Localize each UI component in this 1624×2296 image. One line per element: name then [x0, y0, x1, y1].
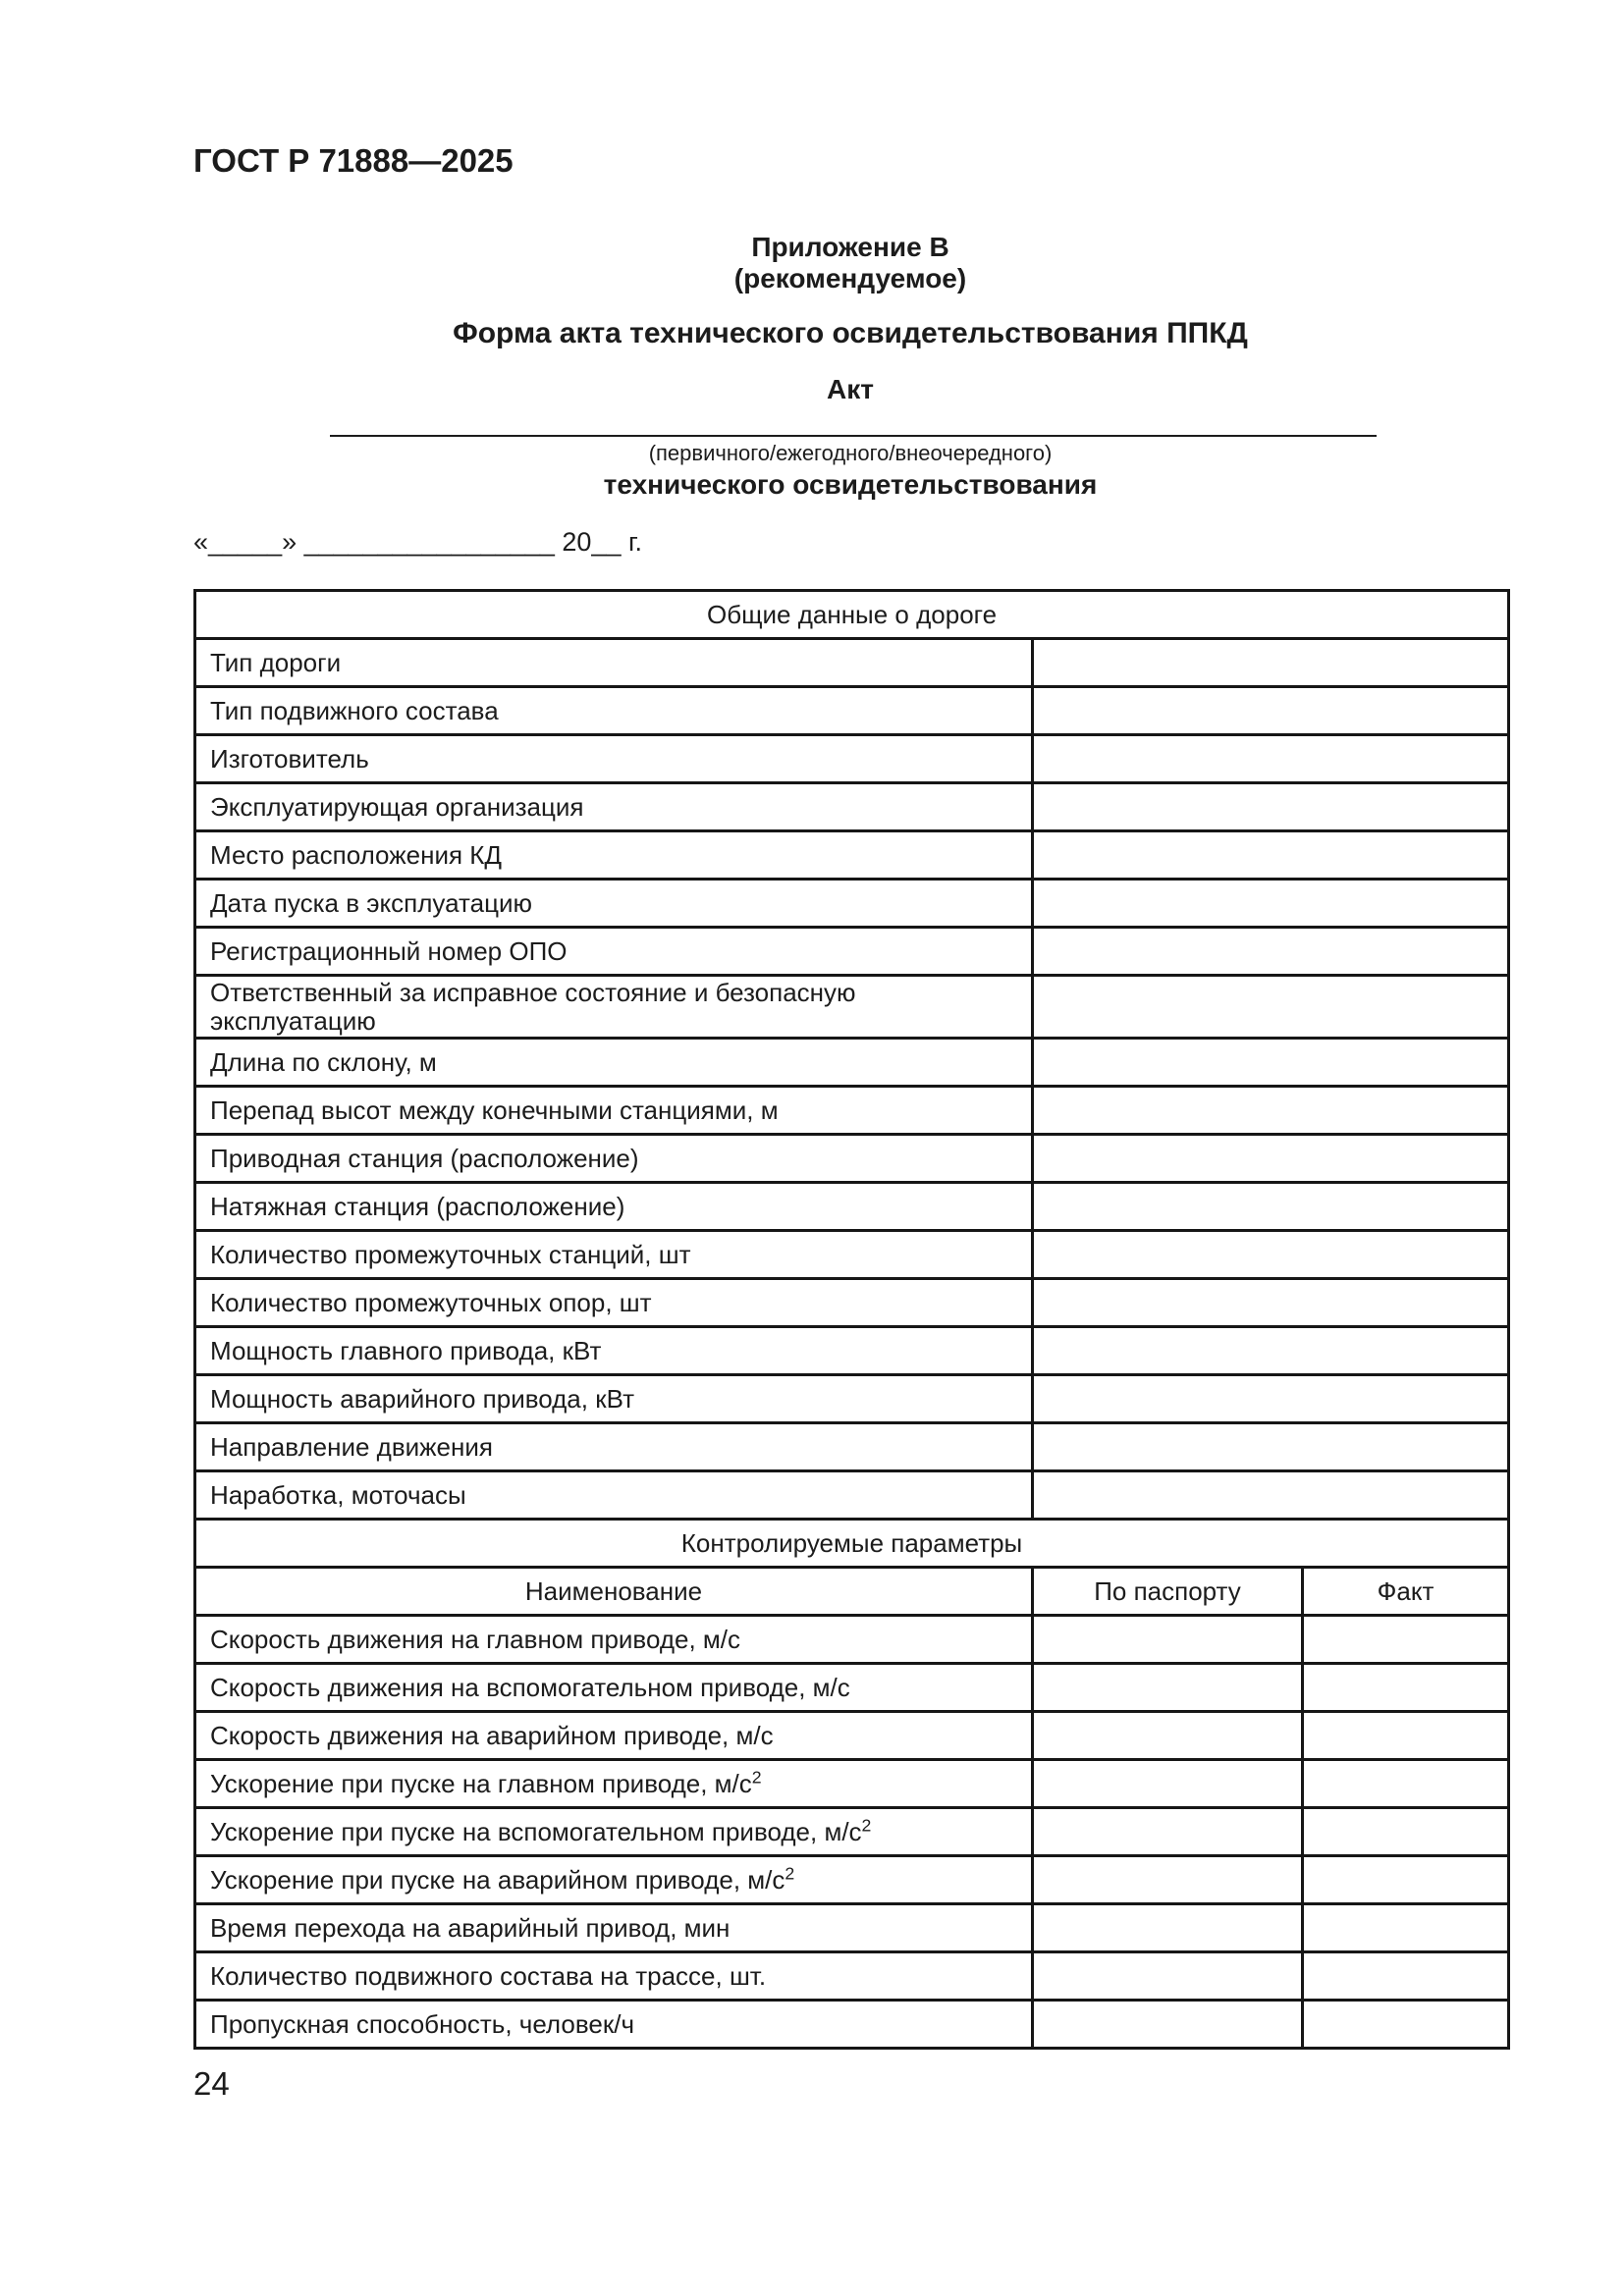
section-header-row: [195, 1520, 1509, 1568]
param-passport-blank: [1033, 1664, 1303, 1712]
date-blank-line: «_____» _________________ 20__ г.: [193, 527, 643, 557]
general-row: [195, 1087, 1509, 1135]
param-passport-blank: [1033, 1616, 1303, 1664]
param-row: [195, 1952, 1509, 2001]
param-fact-blank: [1303, 1616, 1509, 1664]
param-label-text: Скорость движения на главном приводе, м/с: [210, 1624, 741, 1654]
general-row-label: Место расположения КД: [195, 831, 1033, 880]
col-header-fact: Факт: [1303, 1568, 1509, 1616]
inspection-form-table: [193, 589, 1510, 2050]
params-section-body: [195, 1520, 1509, 2049]
general-row-label: Наработка, моточасы: [195, 1471, 1033, 1520]
general-row: [195, 735, 1509, 783]
col-header-name: Наименование: [195, 1568, 1033, 1616]
general-row-value-blank: [1033, 1471, 1509, 1520]
general-row-value-blank: [1033, 928, 1509, 976]
general-row-value-blank: [1033, 1279, 1509, 1327]
appendix-sublabel: (рекомендуемое): [733, 263, 967, 294]
form-title: Форма акта технического освидетельствования ППКД: [453, 317, 1248, 349]
appendix-label: Приложение В: [751, 232, 949, 262]
param-passport-blank: [1033, 1952, 1303, 2001]
general-row-value-blank: [1033, 1375, 1509, 1423]
general-row: [195, 976, 1509, 1039]
param-fact-blank: [1303, 1760, 1509, 1808]
param-label-superscript: 2: [751, 1767, 762, 1788]
general-row: [195, 1375, 1509, 1423]
param-fact-blank: [1303, 1856, 1509, 1904]
param-fact-blank: [1303, 1664, 1509, 1712]
param-row-label: [195, 1616, 1033, 1664]
section-header-params: Контролируемые параметры: [195, 1520, 1509, 1568]
general-row-label: Ответственный за исправное состояние и безопасную эксплуатацию: [195, 976, 1033, 1039]
general-row: [195, 928, 1509, 976]
param-row: [195, 1712, 1509, 1760]
param-passport-blank: [1033, 1712, 1303, 1760]
param-label-superscript: 2: [785, 1863, 795, 1884]
general-row-value-blank: [1033, 1087, 1509, 1135]
general-row-label: Мощность главного привода, кВт: [195, 1327, 1033, 1375]
general-row-label: Длина по склону, м: [195, 1039, 1033, 1087]
general-row-label: Регистрационный номер ОПО: [195, 928, 1033, 976]
general-row: [195, 639, 1509, 687]
general-row-value-blank: [1033, 831, 1509, 880]
param-row: [195, 1664, 1509, 1712]
param-row-label: [195, 1904, 1033, 1952]
general-row-label: Дата пуска в эксплуатацию: [195, 880, 1033, 928]
param-label-superscript: 2: [861, 1815, 872, 1836]
param-label-text: Пропускная способность, человек/ч: [210, 2008, 634, 2039]
act-name-blank-line: [330, 415, 1377, 437]
general-row-value-blank: [1033, 1231, 1509, 1279]
param-fact-blank: [1303, 2001, 1509, 2049]
param-label-text: Скорость движения на вспомогательном приводе, м/с: [210, 1672, 850, 1702]
param-fact-blank: [1303, 1712, 1509, 1760]
general-row: [195, 1039, 1509, 1087]
params-column-header-row: [195, 1568, 1509, 1616]
param-label-text: Скорость движения на аварийном приводе, м/с: [210, 1720, 774, 1750]
param-row: [195, 1856, 1509, 1904]
general-row-label: Изготовитель: [195, 735, 1033, 783]
param-fact-blank: [1303, 1808, 1509, 1856]
col-header-passport: По паспорту: [1033, 1568, 1303, 1616]
param-label-text: Ускорение при пуске на вспомогательном приводе, м/с: [210, 1816, 862, 1846]
general-row-value-blank: [1033, 1135, 1509, 1183]
param-passport-blank: [1033, 1904, 1303, 1952]
general-row-value-blank: [1033, 1327, 1509, 1375]
param-row: [195, 2001, 1509, 2049]
param-label-text: Ускорение при пуске на аварийном приводе, м/с: [210, 1864, 785, 1895]
general-row: [195, 687, 1509, 735]
param-row-label: [195, 1664, 1033, 1712]
param-row: [195, 1760, 1509, 1808]
general-row: [195, 1135, 1509, 1183]
param-fact-blank: [1303, 1904, 1509, 1952]
general-row: [195, 831, 1509, 880]
param-label-text: Время перехода на аварийный привод, мин: [210, 1912, 731, 1943]
general-row: [195, 1423, 1509, 1471]
general-row-value-blank: [1033, 1183, 1509, 1231]
general-row-label: Тип дороги: [195, 639, 1033, 687]
param-row: [195, 1904, 1509, 1952]
general-row-label: Приводная станция (расположение): [195, 1135, 1033, 1183]
param-passport-blank: [1033, 1856, 1303, 1904]
general-row-label: Натяжная станция (расположение): [195, 1183, 1033, 1231]
param-label-text: Количество подвижного состава на трассе, шт.: [210, 1960, 767, 1991]
page-number: 24: [193, 2065, 230, 2102]
param-row-label: [195, 1712, 1033, 1760]
general-row: [195, 1183, 1509, 1231]
general-row-value-blank: [1033, 639, 1509, 687]
general-row: [195, 783, 1509, 831]
general-row-label: Мощность аварийного привода, кВт: [195, 1375, 1033, 1423]
general-row-value-blank: [1033, 735, 1509, 783]
general-row-label: Тип подвижного состава: [195, 687, 1033, 735]
param-label-text: Ускорение при пуске на главном приводе, м/с: [210, 1768, 752, 1798]
param-passport-blank: [1033, 1808, 1303, 1856]
param-passport-blank: [1033, 1760, 1303, 1808]
general-row: [195, 1279, 1509, 1327]
general-row-label: Перепад высот между конечными станциями, м: [195, 1087, 1033, 1135]
param-passport-blank: [1033, 2001, 1303, 2049]
param-fact-blank: [1303, 1952, 1509, 2001]
general-row-value-blank: [1033, 1039, 1509, 1087]
param-row-label: [195, 1760, 1033, 1808]
act-subheading: технического освидетельствования: [603, 469, 1098, 500]
general-row-label: Эксплуатирующая организация: [195, 783, 1033, 831]
section-header-general: Общие данные о дороге: [195, 591, 1509, 639]
param-row: [195, 1616, 1509, 1664]
act-line-caption: (первичного/ежегодного/внеочередного): [648, 441, 1053, 465]
general-row-label: Количество промежуточных опор, шт: [195, 1279, 1033, 1327]
general-row: [195, 1471, 1509, 1520]
general-section-body: [195, 591, 1509, 1520]
general-row-value-blank: [1033, 1423, 1509, 1471]
param-row-label: [195, 1856, 1033, 1904]
param-row-label: [195, 2001, 1033, 2049]
general-row: [195, 1231, 1509, 1279]
general-row-value-blank: [1033, 976, 1509, 1039]
general-row: [195, 1327, 1509, 1375]
doc-code: ГОСТ Р 71888—2025: [193, 142, 514, 179]
general-row: [195, 880, 1509, 928]
general-row-value-blank: [1033, 880, 1509, 928]
param-row-label: [195, 1952, 1033, 2001]
general-row-value-blank: [1033, 783, 1509, 831]
act-heading: Акт: [827, 374, 874, 404]
general-row-value-blank: [1033, 687, 1509, 735]
param-row: [195, 1808, 1509, 1856]
param-row-label: [195, 1808, 1033, 1856]
general-row-label: Направление движения: [195, 1423, 1033, 1471]
general-row-label: Количество промежуточных станций, шт: [195, 1231, 1033, 1279]
section-header-row: [195, 591, 1509, 639]
